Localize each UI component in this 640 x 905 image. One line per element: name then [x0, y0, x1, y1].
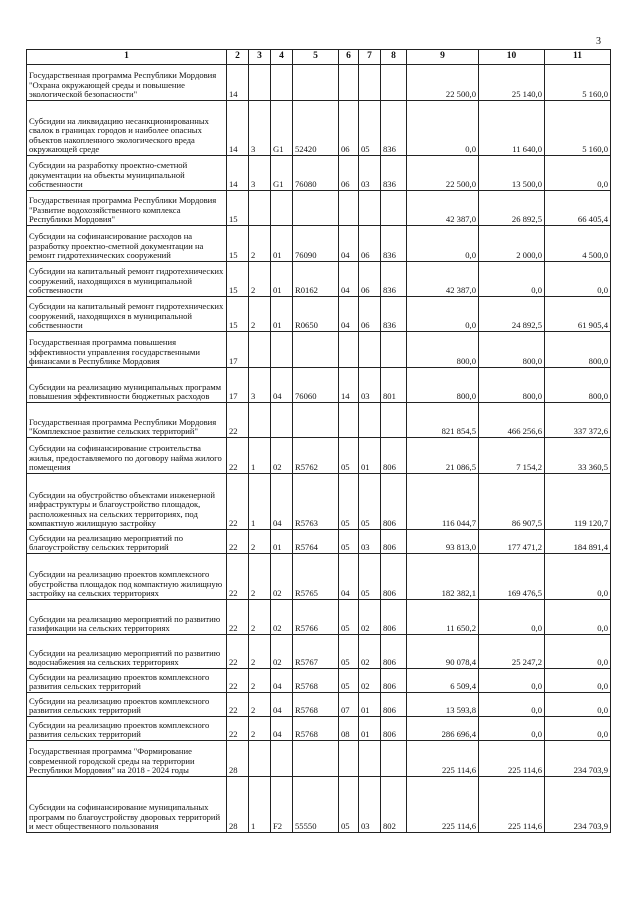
subsection-code: 05	[359, 474, 381, 530]
row-description: Субсидии на ликвидацию несанкционированных свалок в границах городов и наиболее опасных объектов накопленного экологического вреда окружающей среде	[27, 101, 227, 156]
direction-code: R5768	[293, 717, 339, 741]
table-row	[27, 65, 611, 101]
row-description: Субсидии на софинансирование расходов на разработку проектно-сметной документации на ремонт гидротехнических сооружений	[27, 226, 227, 262]
table-row	[27, 101, 611, 156]
row-description: Субсидии на капитальный ремонт гидротехнических сооружений, находящихся в муниципальной собственности	[27, 297, 227, 332]
event-code: 02	[271, 438, 293, 474]
amount-col-10: 11 640,0	[479, 101, 545, 156]
amount-col-9: 22 500,0	[407, 65, 479, 101]
admin-code: 836	[381, 226, 407, 262]
event-code	[271, 403, 293, 438]
column-header-1: 1	[27, 50, 227, 65]
section-code	[339, 741, 359, 777]
subprogram-code: 3	[249, 368, 271, 403]
program-code: 28	[227, 777, 249, 833]
amount-col-11: 234 703,9	[545, 777, 611, 833]
amount-col-10: 0,0	[479, 262, 545, 297]
program-code: 14	[227, 65, 249, 101]
table-row	[27, 693, 611, 717]
subprogram-code: 2	[249, 262, 271, 297]
subsection-code: 03	[359, 368, 381, 403]
direction-code	[293, 332, 339, 368]
amount-col-11: 0,0	[545, 156, 611, 191]
amount-col-9: 286 696,4	[407, 717, 479, 741]
amount-col-9: 0,0	[407, 226, 479, 262]
direction-code: R5765	[293, 554, 339, 600]
amount-col-11: 33 360,5	[545, 438, 611, 474]
amount-col-10: 25 140,0	[479, 65, 545, 101]
subsection-code: 01	[359, 717, 381, 741]
direction-code: R0650	[293, 297, 339, 332]
table-header-row	[27, 50, 611, 65]
amount-col-10: 225 114,6	[479, 777, 545, 833]
amount-col-11: 5 160,0	[545, 65, 611, 101]
amount-col-10: 25 247,2	[479, 635, 545, 669]
amount-col-11: 0,0	[545, 262, 611, 297]
direction-code: R5763	[293, 474, 339, 530]
amount-col-11: 61 905,4	[545, 297, 611, 332]
row-description: Субсидии на софинансирование строительства жилья, предоставляемого по договору найма жилого помещения	[27, 438, 227, 474]
table-row	[27, 474, 611, 530]
page-number: 3	[596, 36, 601, 47]
direction-code: 76080	[293, 156, 339, 191]
table-row	[27, 332, 611, 368]
amount-col-11: 234 703,9	[545, 741, 611, 777]
amount-col-9: 225 114,6	[407, 741, 479, 777]
amount-col-10: 0,0	[479, 717, 545, 741]
table-row	[27, 669, 611, 693]
amount-col-9: 182 382,1	[407, 554, 479, 600]
amount-col-10: 7 154,2	[479, 438, 545, 474]
column-header-8: 8	[381, 50, 407, 65]
amount-col-9: 22 500,0	[407, 156, 479, 191]
section-code: 05	[339, 474, 359, 530]
table-row	[27, 717, 611, 741]
section-code: 05	[339, 777, 359, 833]
event-code: 02	[271, 600, 293, 635]
amount-col-9: 0,0	[407, 101, 479, 156]
program-code: 14	[227, 156, 249, 191]
amount-col-10: 0,0	[479, 693, 545, 717]
event-code: F2	[271, 777, 293, 833]
subprogram-code: 2	[249, 297, 271, 332]
subprogram-code: 2	[249, 554, 271, 600]
amount-col-10: 800,0	[479, 368, 545, 403]
row-description: Субсидии на обустройство объектами инженерной инфраструктуры и благоустройство площадок, расположенных на сельских территориях, под компактную жилищную застройку	[27, 474, 227, 530]
program-code: 22	[227, 635, 249, 669]
subprogram-code	[249, 403, 271, 438]
direction-code: R0162	[293, 262, 339, 297]
amount-col-10: 169 476,5	[479, 554, 545, 600]
admin-code	[381, 332, 407, 368]
subprogram-code: 2	[249, 226, 271, 262]
subsection-code: 03	[359, 777, 381, 833]
section-code: 04	[339, 297, 359, 332]
direction-code	[293, 65, 339, 101]
amount-col-9: 821 854,5	[407, 403, 479, 438]
section-code: 08	[339, 717, 359, 741]
program-code: 22	[227, 693, 249, 717]
amount-col-9: 11 650,2	[407, 600, 479, 635]
subsection-code: 03	[359, 156, 381, 191]
row-description: Субсидии на реализацию мероприятий по благоустройству сельских территорий	[27, 530, 227, 554]
amount-col-11: 0,0	[545, 669, 611, 693]
amount-col-10: 0,0	[479, 600, 545, 635]
subsection-code: 02	[359, 635, 381, 669]
program-code: 15	[227, 191, 249, 226]
column-header-2: 2	[227, 50, 249, 65]
direction-code: 52420	[293, 101, 339, 156]
amount-col-9: 13 593,8	[407, 693, 479, 717]
amount-col-11: 4 500,0	[545, 226, 611, 262]
table-row	[27, 635, 611, 669]
admin-code: 802	[381, 777, 407, 833]
direction-code	[293, 191, 339, 226]
amount-col-10: 177 471,2	[479, 530, 545, 554]
amount-col-10: 466 256,6	[479, 403, 545, 438]
subsection-code	[359, 65, 381, 101]
table-row	[27, 777, 611, 833]
table-row	[27, 226, 611, 262]
subprogram-code: 1	[249, 474, 271, 530]
section-code: 04	[339, 262, 359, 297]
subsection-code: 05	[359, 101, 381, 156]
program-code: 17	[227, 368, 249, 403]
subprogram-code: 2	[249, 530, 271, 554]
row-description: Субсидии на реализацию проектов комплексного обустройства площадок под компактную жилищную застройку на сельских территориях	[27, 554, 227, 600]
section-code: 04	[339, 226, 359, 262]
amount-col-11: 119 120,7	[545, 474, 611, 530]
admin-code: 806	[381, 669, 407, 693]
amount-col-9: 225 114,6	[407, 777, 479, 833]
subsection-code	[359, 403, 381, 438]
admin-code: 806	[381, 717, 407, 741]
subsection-code: 02	[359, 600, 381, 635]
amount-col-10: 225 114,6	[479, 741, 545, 777]
section-code: 14	[339, 368, 359, 403]
table-row	[27, 554, 611, 600]
subprogram-code	[249, 741, 271, 777]
amount-col-11: 800,0	[545, 332, 611, 368]
table-row	[27, 191, 611, 226]
event-code: 04	[271, 669, 293, 693]
subprogram-code: 2	[249, 600, 271, 635]
program-code: 22	[227, 403, 249, 438]
event-code: 01	[271, 226, 293, 262]
column-header-10: 10	[479, 50, 545, 65]
program-code: 22	[227, 717, 249, 741]
amount-col-9: 116 044,7	[407, 474, 479, 530]
amount-col-9: 93 813,0	[407, 530, 479, 554]
event-code	[271, 191, 293, 226]
amount-col-9: 800,0	[407, 368, 479, 403]
subsection-code: 06	[359, 226, 381, 262]
event-code: 02	[271, 635, 293, 669]
row-description: Субсидии на реализацию проектов комплексного развития сельских территорий	[27, 669, 227, 693]
subprogram-code: 1	[249, 777, 271, 833]
section-code: 07	[339, 693, 359, 717]
subsection-code	[359, 741, 381, 777]
amount-col-9: 42 387,0	[407, 191, 479, 226]
section-code: 04	[339, 554, 359, 600]
direction-code: 76090	[293, 226, 339, 262]
event-code: 01	[271, 530, 293, 554]
amount-col-10: 800,0	[479, 332, 545, 368]
event-code: 04	[271, 693, 293, 717]
amount-col-11: 0,0	[545, 693, 611, 717]
column-header-11: 11	[545, 50, 611, 65]
table-row	[27, 741, 611, 777]
subsection-code: 06	[359, 262, 381, 297]
amount-col-10: 2 000,0	[479, 226, 545, 262]
row-description: Государственная программа "Формирование современной городской среды на территории Республики Мордовия" на 2018 - 2024 годы	[27, 741, 227, 777]
admin-code: 806	[381, 474, 407, 530]
column-header-9: 9	[407, 50, 479, 65]
section-code: 05	[339, 635, 359, 669]
admin-code: 801	[381, 368, 407, 403]
section-code: 05	[339, 600, 359, 635]
amount-col-11: 0,0	[545, 717, 611, 741]
section-code	[339, 332, 359, 368]
subsection-code: 06	[359, 297, 381, 332]
admin-code: 836	[381, 156, 407, 191]
program-code: 22	[227, 530, 249, 554]
subprogram-code	[249, 332, 271, 368]
subsection-code: 05	[359, 554, 381, 600]
direction-code: R5764	[293, 530, 339, 554]
row-description: Субсидии на реализацию проектов комплексного развития сельских территорий	[27, 693, 227, 717]
amount-col-9: 21 086,5	[407, 438, 479, 474]
subsection-code: 03	[359, 530, 381, 554]
subprogram-code	[249, 65, 271, 101]
section-code: 05	[339, 669, 359, 693]
subsection-code: 01	[359, 693, 381, 717]
section-code: 05	[339, 438, 359, 474]
column-header-7: 7	[359, 50, 381, 65]
row-description: Субсидии на реализацию муниципальных программ повышения эффективности бюджетных расходов	[27, 368, 227, 403]
table-body	[27, 65, 611, 833]
row-description: Государственная программа Республики Мордовия "Развитие водохозяйственного комплекса Республики Мордовия"	[27, 191, 227, 226]
event-code: 01	[271, 262, 293, 297]
column-header-5: 5	[293, 50, 339, 65]
table-row	[27, 297, 611, 332]
admin-code: 806	[381, 635, 407, 669]
direction-code: 55550	[293, 777, 339, 833]
section-code	[339, 191, 359, 226]
table-row	[27, 403, 611, 438]
admin-code: 836	[381, 101, 407, 156]
amount-col-11: 0,0	[545, 600, 611, 635]
row-description: Субсидии на разработку проектно-сметной документации на объекты муниципальной собственности	[27, 156, 227, 191]
amount-col-10: 86 907,5	[479, 474, 545, 530]
amount-col-10: 24 892,5	[479, 297, 545, 332]
subprogram-code: 3	[249, 156, 271, 191]
table-row	[27, 262, 611, 297]
direction-code: R5766	[293, 600, 339, 635]
event-code: 04	[271, 474, 293, 530]
admin-code	[381, 403, 407, 438]
admin-code	[381, 741, 407, 777]
amount-col-11: 184 891,4	[545, 530, 611, 554]
event-code: 04	[271, 368, 293, 403]
table-row	[27, 438, 611, 474]
budget-table	[26, 49, 611, 833]
admin-code: 806	[381, 438, 407, 474]
program-code: 28	[227, 741, 249, 777]
subprogram-code: 1	[249, 438, 271, 474]
program-code: 14	[227, 101, 249, 156]
row-description: Субсидии на реализацию мероприятий по развитию водоснабжения на сельских территориях	[27, 635, 227, 669]
amount-col-11: 800,0	[545, 368, 611, 403]
amount-col-11: 5 160,0	[545, 101, 611, 156]
column-header-4: 4	[271, 50, 293, 65]
direction-code: R5768	[293, 669, 339, 693]
event-code	[271, 332, 293, 368]
direction-code: R5762	[293, 438, 339, 474]
admin-code: 836	[381, 262, 407, 297]
admin-code: 806	[381, 530, 407, 554]
subsection-code: 01	[359, 438, 381, 474]
row-description: Субсидии на реализацию проектов комплексного развития сельских территорий	[27, 717, 227, 741]
amount-col-10: 0,0	[479, 669, 545, 693]
event-code: 02	[271, 554, 293, 600]
event-code	[271, 741, 293, 777]
amount-col-10: 26 892,5	[479, 191, 545, 226]
row-description: Субсидии на софинансирование муниципальных программ по благоустройству дворовых территорий и мест общественного пользования	[27, 777, 227, 833]
admin-code: 806	[381, 554, 407, 600]
amount-col-11: 337 372,6	[545, 403, 611, 438]
section-code	[339, 403, 359, 438]
section-code: 05	[339, 530, 359, 554]
column-header-3: 3	[249, 50, 271, 65]
amount-col-11: 0,0	[545, 635, 611, 669]
section-code	[339, 65, 359, 101]
subprogram-code	[249, 191, 271, 226]
amount-col-11: 0,0	[545, 554, 611, 600]
column-header-6: 6	[339, 50, 359, 65]
direction-code	[293, 403, 339, 438]
subsection-code: 02	[359, 669, 381, 693]
admin-code: 806	[381, 693, 407, 717]
row-description: Государственная программа повышения эффективности управления государственными финансами в Республике Мордовия	[27, 332, 227, 368]
section-code: 06	[339, 156, 359, 191]
program-code: 22	[227, 600, 249, 635]
subprogram-code: 2	[249, 717, 271, 741]
subsection-code	[359, 332, 381, 368]
admin-code	[381, 191, 407, 226]
program-code: 22	[227, 474, 249, 530]
event-code: G1	[271, 101, 293, 156]
program-code: 15	[227, 262, 249, 297]
admin-code	[381, 65, 407, 101]
subprogram-code: 3	[249, 101, 271, 156]
program-code: 22	[227, 438, 249, 474]
table-row	[27, 156, 611, 191]
event-code: 01	[271, 297, 293, 332]
direction-code: R5767	[293, 635, 339, 669]
program-code: 22	[227, 554, 249, 600]
amount-col-9: 0,0	[407, 297, 479, 332]
amount-col-9: 42 387,0	[407, 262, 479, 297]
event-code: 04	[271, 717, 293, 741]
subsection-code	[359, 191, 381, 226]
table-row	[27, 368, 611, 403]
subprogram-code: 2	[249, 635, 271, 669]
direction-code	[293, 741, 339, 777]
amount-col-10: 13 500,0	[479, 156, 545, 191]
row-description: Государственная программа Республики Мордовия "Комплексное развитие сельских территорий"	[27, 403, 227, 438]
subprogram-code: 2	[249, 669, 271, 693]
amount-col-9: 6 509,4	[407, 669, 479, 693]
section-code: 06	[339, 101, 359, 156]
admin-code: 806	[381, 600, 407, 635]
program-code: 15	[227, 226, 249, 262]
row-description: Субсидии на капитальный ремонт гидротехнических сооружений, находящихся в муниципальной собственности	[27, 262, 227, 297]
table-row	[27, 600, 611, 635]
program-code: 15	[227, 297, 249, 332]
program-code: 17	[227, 332, 249, 368]
direction-code: 76060	[293, 368, 339, 403]
event-code	[271, 65, 293, 101]
row-description: Государственная программа Республики Мордовия "Охрана окружающей среды и повышение экологической безопасности"	[27, 65, 227, 101]
amount-col-9: 800,0	[407, 332, 479, 368]
table-row	[27, 530, 611, 554]
subprogram-code: 2	[249, 693, 271, 717]
admin-code: 836	[381, 297, 407, 332]
event-code: G1	[271, 156, 293, 191]
row-description: Субсидии на реализацию мероприятий по развитию газификации на сельских территориях	[27, 600, 227, 635]
program-code: 22	[227, 669, 249, 693]
amount-col-11: 66 405,4	[545, 191, 611, 226]
amount-col-9: 90 078,4	[407, 635, 479, 669]
direction-code: R5768	[293, 693, 339, 717]
